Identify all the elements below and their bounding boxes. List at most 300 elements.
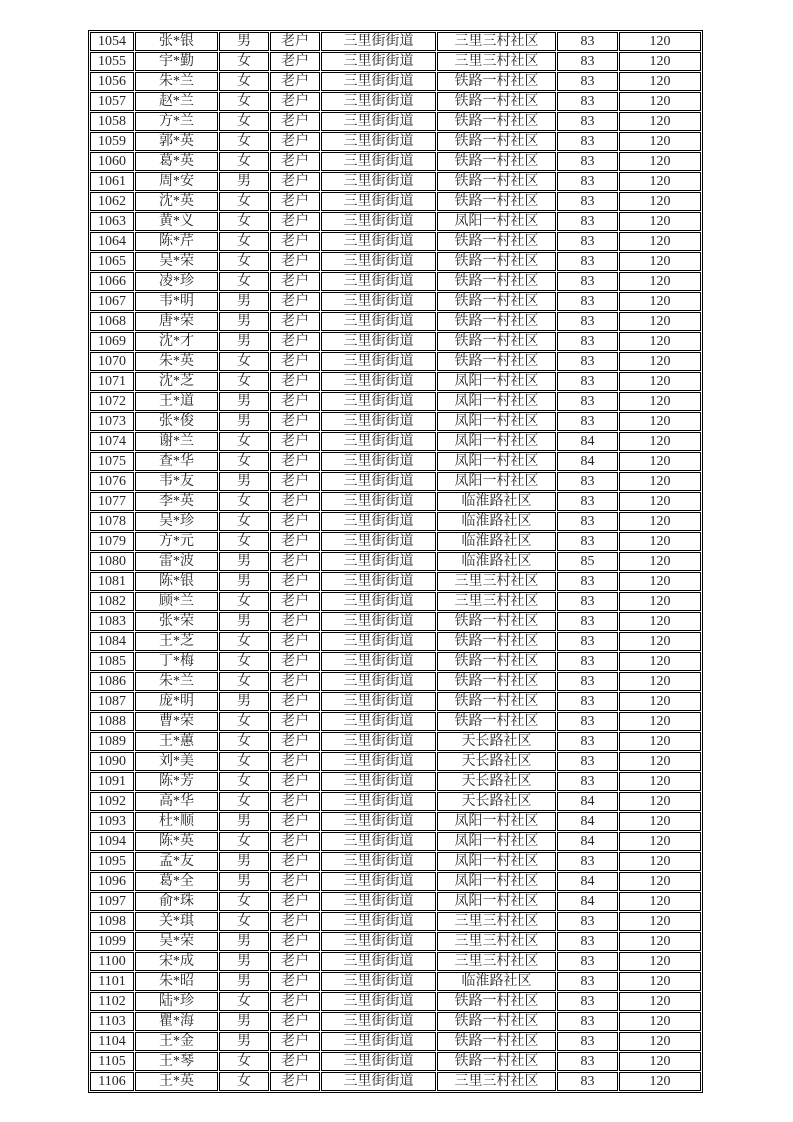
value1-cell: 83 — [557, 152, 618, 171]
value2-cell: 120 — [619, 372, 701, 391]
table-row — [90, 492, 701, 511]
value1-cell: 83 — [557, 692, 618, 711]
table-row — [90, 372, 701, 391]
row-index-cell: 1102 — [90, 992, 134, 1011]
value1-cell: 83 — [557, 952, 618, 971]
value2-cell: 120 — [619, 792, 701, 811]
gender-cell: 男 — [219, 332, 269, 351]
street-cell: 三里街街道 — [321, 772, 436, 791]
street-cell: 三里街街道 — [321, 32, 436, 51]
value1-cell: 83 — [557, 652, 618, 671]
gender-cell: 女 — [219, 772, 269, 791]
value2-cell: 120 — [619, 1032, 701, 1051]
name-cell: 韦*友 — [135, 472, 218, 491]
value2-cell: 120 — [619, 652, 701, 671]
row-index-cell: 1064 — [90, 232, 134, 251]
household-type-cell: 老户 — [270, 432, 320, 451]
table-row — [90, 132, 701, 151]
row-index-cell: 1087 — [90, 692, 134, 711]
household-type-cell: 老户 — [270, 812, 320, 831]
table-row — [90, 812, 701, 831]
gender-cell: 男 — [219, 1012, 269, 1031]
gender-cell: 男 — [219, 692, 269, 711]
household-type-cell: 老户 — [270, 172, 320, 191]
community-cell: 铁路一村社区 — [437, 672, 556, 691]
household-type-cell: 老户 — [270, 472, 320, 491]
community-cell: 三里三村社区 — [437, 572, 556, 591]
row-index-cell: 1083 — [90, 612, 134, 631]
gender-cell: 女 — [219, 632, 269, 651]
gender-cell: 男 — [219, 1032, 269, 1051]
value1-cell: 83 — [557, 392, 618, 411]
street-cell: 三里街街道 — [321, 352, 436, 371]
household-type-cell: 老户 — [270, 92, 320, 111]
name-cell: 沈*芝 — [135, 372, 218, 391]
table-row — [90, 32, 701, 51]
name-cell: 张*银 — [135, 32, 218, 51]
community-cell: 铁路一村社区 — [437, 92, 556, 111]
community-cell: 铁路一村社区 — [437, 992, 556, 1011]
table-row — [90, 332, 701, 351]
gender-cell: 女 — [219, 352, 269, 371]
gender-cell: 女 — [219, 992, 269, 1011]
name-cell: 谢*兰 — [135, 432, 218, 451]
household-type-cell: 老户 — [270, 412, 320, 431]
street-cell: 三里街街道 — [321, 932, 436, 951]
row-index-cell: 1106 — [90, 1072, 134, 1091]
table-row — [90, 832, 701, 851]
gender-cell: 女 — [219, 232, 269, 251]
table-row — [90, 872, 701, 891]
value1-cell: 84 — [557, 832, 618, 851]
gender-cell: 男 — [219, 32, 269, 51]
table-row — [90, 112, 701, 131]
value1-cell: 83 — [557, 492, 618, 511]
community-cell: 铁路一村社区 — [437, 652, 556, 671]
household-type-cell: 老户 — [270, 552, 320, 571]
community-cell: 铁路一村社区 — [437, 272, 556, 291]
name-cell: 陈*英 — [135, 832, 218, 851]
row-index-cell: 1058 — [90, 112, 134, 131]
value1-cell: 83 — [557, 72, 618, 91]
household-type-cell: 老户 — [270, 1072, 320, 1091]
row-index-cell: 1101 — [90, 972, 134, 991]
name-cell: 王*琴 — [135, 1052, 218, 1071]
household-type-cell: 老户 — [270, 52, 320, 71]
household-type-cell: 老户 — [270, 872, 320, 891]
community-cell: 铁路一村社区 — [437, 692, 556, 711]
household-type-cell: 老户 — [270, 692, 320, 711]
value1-cell: 84 — [557, 792, 618, 811]
street-cell: 三里街街道 — [321, 532, 436, 551]
household-type-cell: 老户 — [270, 72, 320, 91]
street-cell: 三里街街道 — [321, 552, 436, 571]
street-cell: 三里街街道 — [321, 952, 436, 971]
table-row — [90, 532, 701, 551]
street-cell: 三里街街道 — [321, 492, 436, 511]
community-cell: 凤阳一村社区 — [437, 412, 556, 431]
row-index-cell: 1068 — [90, 312, 134, 331]
household-type-cell: 老户 — [270, 272, 320, 291]
value2-cell: 120 — [619, 892, 701, 911]
household-type-cell: 老户 — [270, 572, 320, 591]
community-cell: 三里三村社区 — [437, 1072, 556, 1091]
community-cell: 凤阳一村社区 — [437, 832, 556, 851]
gender-cell: 女 — [219, 132, 269, 151]
row-index-cell: 1095 — [90, 852, 134, 871]
name-cell: 沈*才 — [135, 332, 218, 351]
row-index-cell: 1070 — [90, 352, 134, 371]
value2-cell: 120 — [619, 812, 701, 831]
row-index-cell: 1078 — [90, 512, 134, 531]
community-cell: 凤阳一村社区 — [437, 812, 556, 831]
roster-table-body — [90, 32, 701, 1091]
community-cell: 三里三村社区 — [437, 32, 556, 51]
value1-cell: 83 — [557, 112, 618, 131]
gender-cell: 女 — [219, 1052, 269, 1071]
community-cell: 天长路社区 — [437, 752, 556, 771]
name-cell: 朱*昭 — [135, 972, 218, 991]
value2-cell: 120 — [619, 392, 701, 411]
community-cell: 三里三村社区 — [437, 592, 556, 611]
name-cell: 葛*英 — [135, 152, 218, 171]
table-row — [90, 312, 701, 331]
name-cell: 韦*明 — [135, 292, 218, 311]
value1-cell: 84 — [557, 432, 618, 451]
row-index-cell: 1092 — [90, 792, 134, 811]
name-cell: 刘*美 — [135, 752, 218, 771]
household-type-cell: 老户 — [270, 532, 320, 551]
row-index-cell: 1075 — [90, 452, 134, 471]
community-cell: 三里三村社区 — [437, 52, 556, 71]
name-cell: 陈*芹 — [135, 232, 218, 251]
name-cell: 张*俊 — [135, 412, 218, 431]
row-index-cell: 1088 — [90, 712, 134, 731]
value1-cell: 83 — [557, 672, 618, 691]
community-cell: 铁路一村社区 — [437, 292, 556, 311]
community-cell: 三里三村社区 — [437, 952, 556, 971]
row-index-cell: 1084 — [90, 632, 134, 651]
household-type-cell: 老户 — [270, 312, 320, 331]
table-row — [90, 792, 701, 811]
name-cell: 吴*荣 — [135, 932, 218, 951]
community-cell: 铁路一村社区 — [437, 1032, 556, 1051]
roster-table — [88, 30, 703, 1093]
gender-cell: 女 — [219, 112, 269, 131]
community-cell: 凤阳一村社区 — [437, 392, 556, 411]
name-cell: 方*元 — [135, 532, 218, 551]
street-cell: 三里街街道 — [321, 252, 436, 271]
name-cell: 吴*珍 — [135, 512, 218, 531]
household-type-cell: 老户 — [270, 752, 320, 771]
value2-cell: 120 — [619, 192, 701, 211]
gender-cell: 女 — [219, 212, 269, 231]
table-row — [90, 412, 701, 431]
community-cell: 三里三村社区 — [437, 912, 556, 931]
table-row — [90, 232, 701, 251]
gender-cell: 男 — [219, 852, 269, 871]
value1-cell: 83 — [557, 712, 618, 731]
gender-cell: 女 — [219, 512, 269, 531]
gender-cell: 女 — [219, 832, 269, 851]
street-cell: 三里街街道 — [321, 652, 436, 671]
household-type-cell: 老户 — [270, 492, 320, 511]
community-cell: 三里三村社区 — [437, 932, 556, 951]
street-cell: 三里街街道 — [321, 152, 436, 171]
value2-cell: 120 — [619, 912, 701, 931]
gender-cell: 女 — [219, 92, 269, 111]
row-index-cell: 1074 — [90, 432, 134, 451]
name-cell: 朱*英 — [135, 352, 218, 371]
row-index-cell: 1061 — [90, 172, 134, 191]
community-cell: 凤阳一村社区 — [437, 872, 556, 891]
value1-cell: 83 — [557, 212, 618, 231]
row-index-cell: 1063 — [90, 212, 134, 231]
row-index-cell: 1097 — [90, 892, 134, 911]
table-row — [90, 352, 701, 371]
value1-cell: 83 — [557, 992, 618, 1011]
value1-cell: 83 — [557, 132, 618, 151]
gender-cell: 男 — [219, 172, 269, 191]
community-cell: 铁路一村社区 — [437, 112, 556, 131]
row-index-cell: 1099 — [90, 932, 134, 951]
value2-cell: 120 — [619, 972, 701, 991]
street-cell: 三里街街道 — [321, 452, 436, 471]
household-type-cell: 老户 — [270, 132, 320, 151]
name-cell: 王*金 — [135, 1032, 218, 1051]
value1-cell: 83 — [557, 1012, 618, 1031]
gender-cell: 女 — [219, 892, 269, 911]
community-cell: 凤阳一村社区 — [437, 432, 556, 451]
household-type-cell: 老户 — [270, 32, 320, 51]
row-index-cell: 1091 — [90, 772, 134, 791]
value2-cell: 120 — [619, 132, 701, 151]
name-cell: 王*芝 — [135, 632, 218, 651]
value2-cell: 120 — [619, 332, 701, 351]
street-cell: 三里街街道 — [321, 192, 436, 211]
value2-cell: 120 — [619, 52, 701, 71]
gender-cell: 男 — [219, 612, 269, 631]
name-cell: 张*荣 — [135, 612, 218, 631]
household-type-cell: 老户 — [270, 292, 320, 311]
value2-cell: 120 — [619, 232, 701, 251]
table-row — [90, 292, 701, 311]
value2-cell: 120 — [619, 352, 701, 371]
gender-cell: 女 — [219, 912, 269, 931]
table-row — [90, 952, 701, 971]
row-index-cell: 1089 — [90, 732, 134, 751]
row-index-cell: 1069 — [90, 332, 134, 351]
name-cell: 朱*兰 — [135, 72, 218, 91]
community-cell: 铁路一村社区 — [437, 1052, 556, 1071]
value2-cell: 120 — [619, 552, 701, 571]
value2-cell: 120 — [619, 112, 701, 131]
value2-cell: 120 — [619, 32, 701, 51]
gender-cell: 女 — [219, 252, 269, 271]
table-row — [90, 192, 701, 211]
table-row — [90, 732, 701, 751]
value2-cell: 120 — [619, 732, 701, 751]
value1-cell: 83 — [557, 232, 618, 251]
row-index-cell: 1086 — [90, 672, 134, 691]
value1-cell: 83 — [557, 512, 618, 531]
gender-cell: 女 — [219, 652, 269, 671]
table-row — [90, 892, 701, 911]
street-cell: 三里街街道 — [321, 632, 436, 651]
name-cell: 朱*兰 — [135, 672, 218, 691]
community-cell: 天长路社区 — [437, 732, 556, 751]
table-row — [90, 632, 701, 651]
community-cell: 铁路一村社区 — [437, 152, 556, 171]
name-cell: 丁*梅 — [135, 652, 218, 671]
gender-cell: 女 — [219, 72, 269, 91]
value1-cell: 83 — [557, 852, 618, 871]
community-cell: 凤阳一村社区 — [437, 472, 556, 491]
value1-cell: 83 — [557, 32, 618, 51]
household-type-cell: 老户 — [270, 912, 320, 931]
value1-cell: 83 — [557, 292, 618, 311]
table-row — [90, 1032, 701, 1051]
street-cell: 三里街街道 — [321, 512, 436, 531]
name-cell: 方*兰 — [135, 112, 218, 131]
value1-cell: 83 — [557, 312, 618, 331]
street-cell: 三里街街道 — [321, 312, 436, 331]
table-row — [90, 1052, 701, 1071]
community-cell: 凤阳一村社区 — [437, 452, 556, 471]
community-cell: 铁路一村社区 — [437, 332, 556, 351]
street-cell: 三里街街道 — [321, 92, 436, 111]
value1-cell: 83 — [557, 352, 618, 371]
gender-cell: 男 — [219, 872, 269, 891]
value2-cell: 120 — [619, 1012, 701, 1031]
value2-cell: 120 — [619, 992, 701, 1011]
household-type-cell: 老户 — [270, 332, 320, 351]
name-cell: 凌*珍 — [135, 272, 218, 291]
value2-cell: 120 — [619, 772, 701, 791]
community-cell: 铁路一村社区 — [437, 1012, 556, 1031]
gender-cell: 女 — [219, 752, 269, 771]
table-row — [90, 92, 701, 111]
street-cell: 三里街街道 — [321, 332, 436, 351]
value2-cell: 120 — [619, 752, 701, 771]
street-cell: 三里街街道 — [321, 732, 436, 751]
table-row — [90, 72, 701, 91]
name-cell: 庞*明 — [135, 692, 218, 711]
row-index-cell: 1057 — [90, 92, 134, 111]
household-type-cell: 老户 — [270, 672, 320, 691]
street-cell: 三里街街道 — [321, 592, 436, 611]
household-type-cell: 老户 — [270, 152, 320, 171]
row-index-cell: 1098 — [90, 912, 134, 931]
street-cell: 三里街街道 — [321, 132, 436, 151]
community-cell: 铁路一村社区 — [437, 72, 556, 91]
gender-cell: 男 — [219, 292, 269, 311]
name-cell: 黄*义 — [135, 212, 218, 231]
table-row — [90, 152, 701, 171]
row-index-cell: 1093 — [90, 812, 134, 831]
community-cell: 铁路一村社区 — [437, 712, 556, 731]
table-row — [90, 472, 701, 491]
name-cell: 陆*珍 — [135, 992, 218, 1011]
street-cell: 三里街街道 — [321, 412, 436, 431]
value2-cell: 120 — [619, 572, 701, 591]
gender-cell: 女 — [219, 732, 269, 751]
value1-cell: 83 — [557, 1052, 618, 1071]
table-row — [90, 572, 701, 591]
household-type-cell: 老户 — [270, 192, 320, 211]
value2-cell: 120 — [619, 1072, 701, 1091]
gender-cell: 男 — [219, 952, 269, 971]
value2-cell: 120 — [619, 672, 701, 691]
name-cell: 王*英 — [135, 1072, 218, 1091]
value1-cell: 83 — [557, 472, 618, 491]
household-type-cell: 老户 — [270, 652, 320, 671]
table-row — [90, 392, 701, 411]
value2-cell: 120 — [619, 492, 701, 511]
value2-cell: 120 — [619, 452, 701, 471]
value1-cell: 85 — [557, 552, 618, 571]
row-index-cell: 1076 — [90, 472, 134, 491]
row-index-cell: 1079 — [90, 532, 134, 551]
row-index-cell: 1062 — [90, 192, 134, 211]
name-cell: 宇*勤 — [135, 52, 218, 71]
value2-cell: 120 — [619, 252, 701, 271]
row-index-cell: 1065 — [90, 252, 134, 271]
row-index-cell: 1085 — [90, 652, 134, 671]
name-cell: 顾*兰 — [135, 592, 218, 611]
value1-cell: 84 — [557, 872, 618, 891]
community-cell: 凤阳一村社区 — [437, 372, 556, 391]
household-type-cell: 老户 — [270, 932, 320, 951]
table-row — [90, 612, 701, 631]
row-index-cell: 1104 — [90, 1032, 134, 1051]
name-cell: 周*安 — [135, 172, 218, 191]
household-type-cell: 老户 — [270, 392, 320, 411]
gender-cell: 男 — [219, 392, 269, 411]
household-type-cell: 老户 — [270, 832, 320, 851]
household-type-cell: 老户 — [270, 712, 320, 731]
street-cell: 三里街街道 — [321, 52, 436, 71]
street-cell: 三里街街道 — [321, 892, 436, 911]
street-cell: 三里街街道 — [321, 1052, 436, 1071]
street-cell: 三里街街道 — [321, 852, 436, 871]
row-index-cell: 1080 — [90, 552, 134, 571]
table-row — [90, 912, 701, 931]
name-cell: 王*蕙 — [135, 732, 218, 751]
row-index-cell: 1060 — [90, 152, 134, 171]
community-cell: 临淮路社区 — [437, 492, 556, 511]
gender-cell: 女 — [219, 672, 269, 691]
value2-cell: 120 — [619, 472, 701, 491]
street-cell: 三里街街道 — [321, 1072, 436, 1091]
household-type-cell: 老户 — [270, 512, 320, 531]
name-cell: 查*华 — [135, 452, 218, 471]
community-cell: 铁路一村社区 — [437, 352, 556, 371]
value2-cell: 120 — [619, 532, 701, 551]
value2-cell: 120 — [619, 212, 701, 231]
street-cell: 三里街街道 — [321, 752, 436, 771]
name-cell: 陈*银 — [135, 572, 218, 591]
name-cell: 杜*顺 — [135, 812, 218, 831]
household-type-cell: 老户 — [270, 252, 320, 271]
table-row — [90, 672, 701, 691]
name-cell: 王*道 — [135, 392, 218, 411]
table-row — [90, 252, 701, 271]
household-type-cell: 老户 — [270, 632, 320, 651]
gender-cell: 男 — [219, 312, 269, 331]
row-index-cell: 1100 — [90, 952, 134, 971]
household-type-cell: 老户 — [270, 892, 320, 911]
